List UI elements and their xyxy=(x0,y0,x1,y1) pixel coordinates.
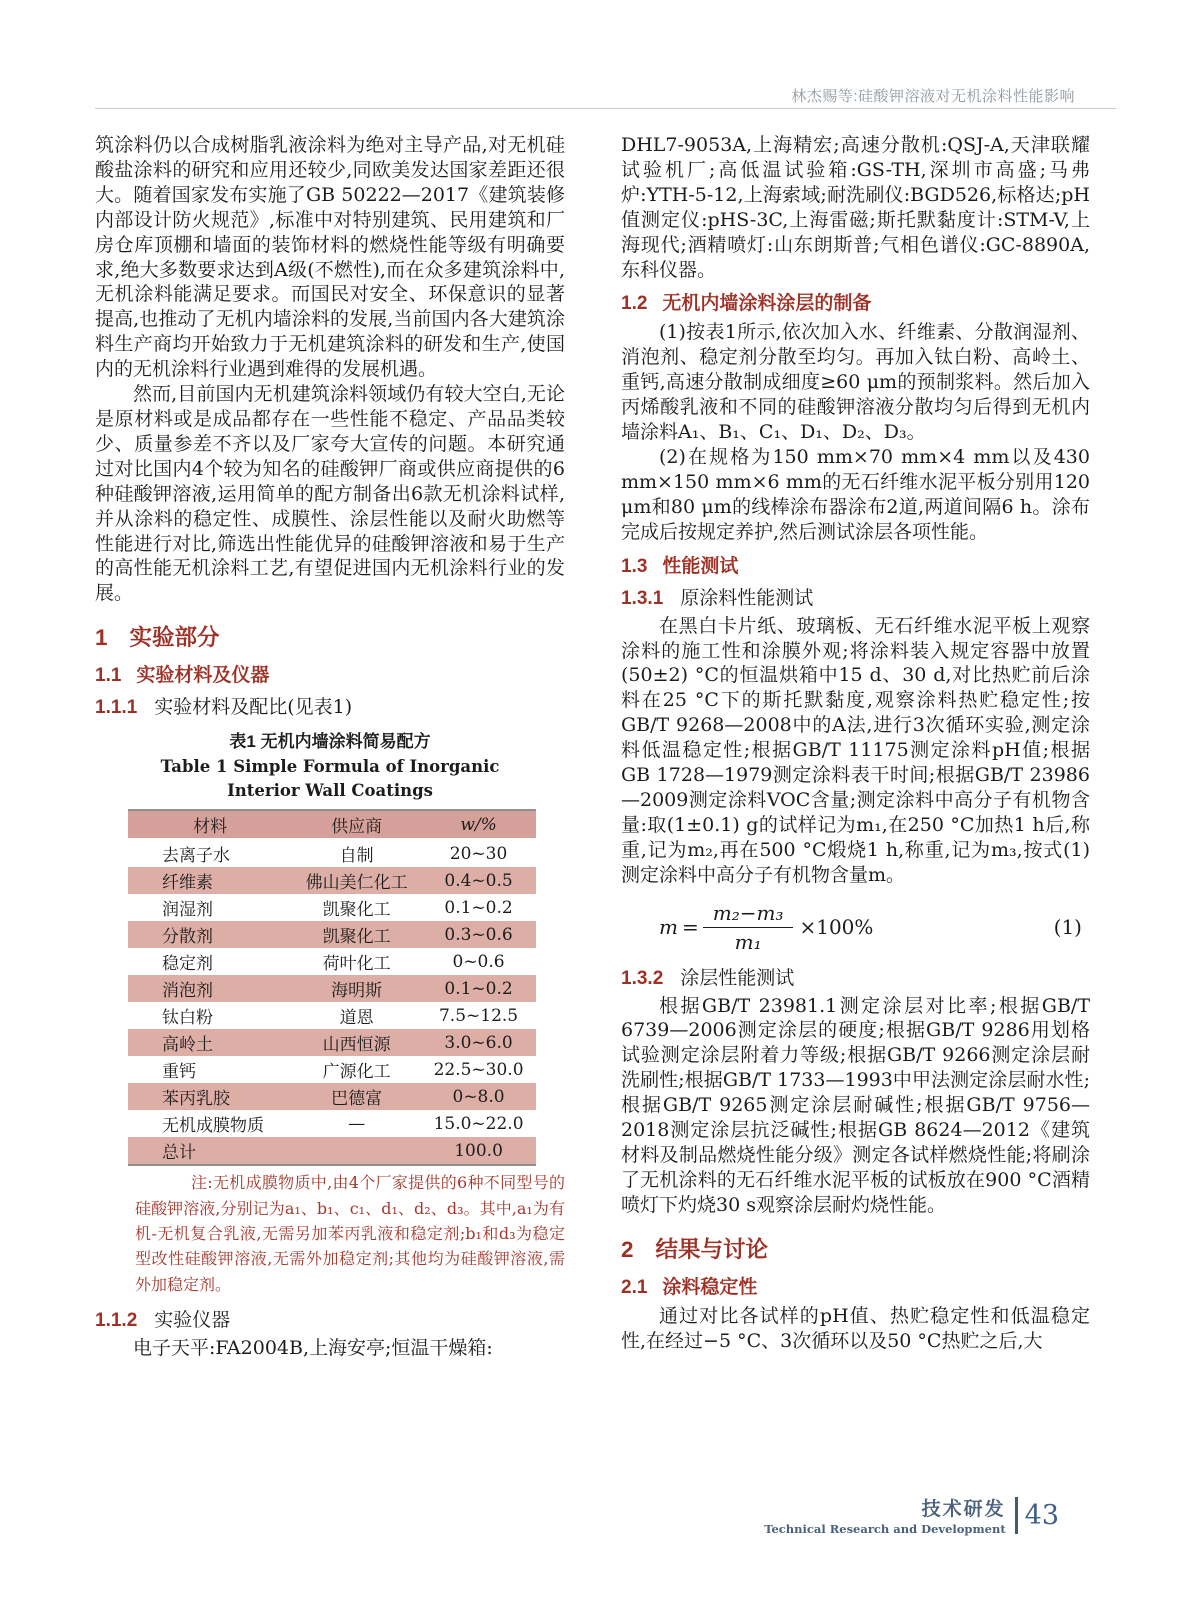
two-column-body xyxy=(95,133,1090,1361)
section-1-1-1-heading: 1.1.1 实验材料及配比(见表1) xyxy=(95,696,353,719)
table1-header-material: 材料 xyxy=(128,810,292,839)
equation-number: (1) xyxy=(1053,915,1082,940)
table1-header-row xyxy=(128,810,536,839)
section-1-3-heading: 1.3 性能测试 xyxy=(621,555,739,577)
section-1-3-2-heading: 1.3.2 涂层性能测试 xyxy=(621,966,795,989)
table1-caption-cn: 表1 无机内墙涂料简易配方 xyxy=(229,732,431,752)
table1-caption-en: Table 1 Simple Formula of Inorganic Interior Wall Coatings xyxy=(160,757,500,801)
section-2-heading: 2 结果与讨论 xyxy=(621,1236,769,1262)
section-1-1-2-heading: 1.1.2 实验仪器 xyxy=(95,1309,231,1332)
header-rule xyxy=(95,108,1116,109)
instruments-paragraph-continued: DHL7-9053A,上海精宏;高速分散机:QSJ-A,天津联耀试验机厂;高低温试验箱:GS-TH,深圳市高盛;马弗炉:YTH-5-12,上海索域;耐洗刷仪:BGD526,标格达;pH值测定仪:pHS-3C,上海雷磁;斯托默黏度计:STM-V,上海现代;酒精喷灯:山东朗斯普;气相色谱仪:GC-8890A,东科仪器。 xyxy=(621,134,1090,281)
section-1-heading: 1 实验部分 xyxy=(95,625,220,651)
footer-section-en: Technical Research and Development xyxy=(764,1522,1006,1536)
table-row: 高岭土 山西恒源 3.0~6.0 xyxy=(128,1029,536,1056)
right-column xyxy=(621,133,1090,1361)
table1-header-supplier: 供应商 xyxy=(292,810,421,839)
coating-test-paragraph: 根据GB/T 23981.1测定涂层对比率;根据GB/T 6739—2006测定涂层的硬度;根据GB/T 9286用划格试验测定涂层附着力等级;根据GB/T 9266测定涂层耐洗刷性;根据GB/T 1733—1993中甲法测定涂层耐水性;根据GB/T 9265测定涂层耐碱性;根据GB/T 9756—2018测定涂层抗泛碱性;根据GB 8624—2012《建筑材料及制品燃烧性能分级》测定各试样燃烧性能;将刷涂了无机涂料的无石纤维水泥平板的试板放在900 °C酒精喷灯下灼烧30 s观察涂层耐灼烧性能。 xyxy=(621,994,1090,1216)
table-total-row: 总计 100.0 xyxy=(128,1137,536,1165)
footer-divider-bar xyxy=(1015,1497,1018,1534)
page-number: 43 xyxy=(1024,1499,1059,1531)
prep-step-1-paragraph: (1)按表1所示,依次加入水、纤维素、分散润湿剂、消泡剂、稳定剂分散至均匀。再加入钛白粉、高岭土、重钙,高速分散制成细度≥60 μm的预制浆料。然后加入丙烯酸乳液和不同的硅酸钾溶液分散均匀后得到无机内墙涂料A₁、B₁、C₁、D₁、D₂、D₃。 xyxy=(621,321,1090,444)
table-row: 润湿剂 凯聚化工 0.1~0.2 xyxy=(162,897,513,921)
table1-header-wpct: w/% xyxy=(421,810,536,839)
table-row: 无机成膜物质 — 15.0~22.0 xyxy=(162,1113,524,1137)
table-row: 苯丙乳胶 巴德富 0~8.0 xyxy=(128,1083,536,1110)
table1-note: 注:无机成膜物质中,由4个厂家提供的6种不同型号的硅酸钾溶液,分别记为a₁、b₁、c₁、d₁、d₂、d₃。其中,a₁为有机-无机复合乳液,无需另加苯丙乳液和稳定剂;b₁和d₃为稳定型改性硅酸钾溶液,无需外加稳定剂;其他均为硅酸钾溶液,需外加稳定剂。 xyxy=(135,1173,565,1294)
running-head: 林杰赐等:硅酸钾溶液对无机涂料性能影响 xyxy=(791,88,1075,105)
table-row: 钛白粉 道恩 7.5~12.5 xyxy=(162,1005,519,1029)
stability-paragraph: 通过对比各试样的pH值、热贮稳定性和低温稳定性,在经过−5 °C、3次循环以及50 °C热贮之后,大 xyxy=(621,1304,1090,1352)
footer-section-cn: 技术研发 xyxy=(921,1499,1006,1520)
paint-test-paragraph: 在黑白卡片纸、玻璃板、无石纤维水泥平板上观察涂料的施工性和涂膜外观;将涂料装入规定容器中放置(50±2) °C的恒温烘箱中15 d、30 d,对比热贮前后涂料在25 °C下的斯托默黏度,观察涂料热贮稳定性;按GB/T 9268—2008中的A法,进行3次循环实验,测定涂料低温稳定性;根据GB/T 11175测定涂料pH值;根据GB 1728—1979测定涂料表干时间;根据GB/T 23986—2009测定涂料VOC含量;测定涂料中高分子有机物含量:取(1±0.1) g的试样记为m₁,在250 °C加热1 h后,称重,记为m₂,再在500 °C煅烧1 h,称重,记为m₃,按式(1)测定涂料中高分子有机物含量m。 xyxy=(621,614,1090,886)
intro-paragraph-continued: 筑涂料仍以合成树脂乳液涂料为绝对主导产品,对无机硅酸盐涂料的研究和应用还较少,同欧美发达国家差距还很大。随着国家发布实施了GB 50222—2017《建筑装修内部设计防火规范》,标准中对特别建筑、民用建筑和厂房仓库顶棚和墙面的装饰材料的燃烧性能等级有明确要求,绝大多数要求达到A级(不燃性),而在众多建筑涂料中,无机涂料能满足要求。而国民对安全、环保意识的显著提高,也推动了无机内墙涂料的发展,当前国内各大建筑涂料生产商均开始致力于无机建筑涂料的研发和生产,使国内的无机涂料行业遇到难得的发展机遇。 xyxy=(95,134,565,381)
section-1-2-heading: 1.2 无机内墙涂料涂层的制备 xyxy=(621,293,872,315)
left-column xyxy=(95,133,565,1361)
section-1-3-1-heading: 1.3.1 原涂料性能测试 xyxy=(621,586,814,609)
section-2-1-heading: 2.1 涂料稳定性 xyxy=(621,1276,758,1298)
table-row: 消泡剂 海明斯 0.1~0.2 xyxy=(128,975,536,1002)
section-1-1-heading: 1.1 实验材料及仪器 xyxy=(95,665,270,687)
intro-paragraph-2: 然而,目前国内无机建筑涂料领域仍有较大空白,无论是原材料或是成品都存在一些性能不稳定、产品品类较少、质量参差不齐以及厂家夸大宣传的问题。本研究通过对比国内4个较为知名的硅酸钾厂商或供应商提供的6种硅酸钾溶液,运用简单的配方制备出6款无机涂料试样,并从涂料的稳定性、成膜性、涂层性能以及耐火助燃等性能进行对比,筛选出性能优异的硅酸钾溶液和易于生产的高性能无机涂料工艺,有望促进国内无机涂料行业的发展。 xyxy=(95,383,565,605)
fraction: $\frac{\text{m₂−m₃}}{\text{m₁}}$ xyxy=(703,901,794,954)
equation-1: m = $\frac{\text{m₂−m₃}}{\text{m₁}}$ ×100% (1) xyxy=(659,900,1082,954)
footer-section-labels xyxy=(764,1494,1005,1536)
table-row: 去离子水 自制 20~30 xyxy=(162,843,508,867)
prep-step-2-paragraph: (2)在规格为150 mm×70 mm×4 mm以及430 mm×150 mm×6 mm的无石纤维水泥平板分别用120 μm和80 μm的线棒涂布器涂布2道,两道间隔6 h。涂布完成后按规定养护,然后测试涂层各项性能。 xyxy=(621,445,1090,543)
table-row: 重钙 广源化工 22.5~30.0 xyxy=(162,1059,524,1083)
table-row: 分散剂 凯聚化工 0.3~0.6 xyxy=(128,921,536,948)
instruments-paragraph-start: 电子天平:FA2004B,上海安亭;恒温干燥箱: xyxy=(133,1337,493,1360)
table-row: 纤维素 佛山美仁化工 0.4~0.5 xyxy=(128,867,536,894)
table-row: 稳定剂 荷叶化工 0~0.6 xyxy=(162,951,505,975)
table1-formula-table xyxy=(128,809,536,1166)
page-footer xyxy=(764,1494,1059,1536)
